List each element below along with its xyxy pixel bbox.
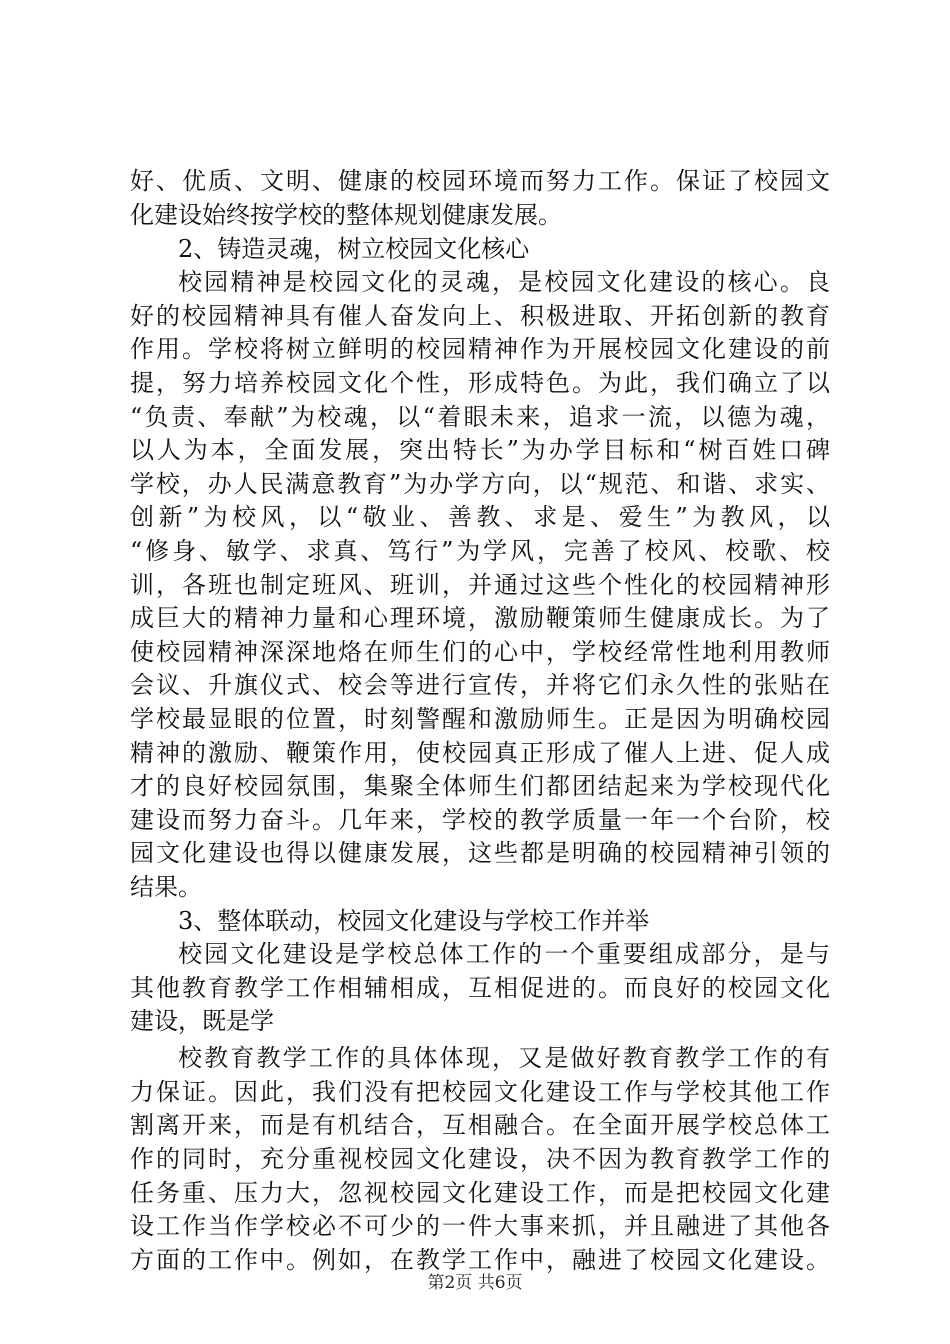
body-text-line: 提，努力培养校园文化个性，形成特色。为此，我们确立了以 <box>130 369 830 397</box>
body-text-line: 化建设始终按学校的整体规划健康发展。 <box>130 201 562 229</box>
page-number-footer: 第2页 共6页 <box>427 1273 523 1293</box>
body-text-line: 作的同时，充分重视校园文化建设，决不因为教育教学工作的 <box>130 1145 830 1173</box>
body-text-line: 校教育教学工作的具体体现，又是做好教育教学工作的有 <box>178 1044 830 1072</box>
body-text-line: 校园精神是校园文化的灵魂，是校园文化建设的核心。良 <box>178 268 830 296</box>
body-text-line: 力保证。因此，我们没有把校园文化建设工作与学校其他工作 <box>130 1078 830 1106</box>
body-text-line: 设工作当作学校必不可少的一件大事来抓，并且融进了其他各 <box>130 1212 830 1240</box>
section-heading: 3、整体联动，校园文化建设与学校工作并举 <box>178 907 650 935</box>
body-text-line: 成巨大的精神力量和心理环境，激励鞭策师生健康成长。为了 <box>130 604 830 632</box>
body-text-line: 创新”为校风，以“敬业、善教、求是、爱生”为教风，以 <box>130 503 830 531</box>
body-text-line: 训，各班也制定班风、班训，并通过这些个性化的校园精神形 <box>130 571 830 599</box>
body-text-line: 任务重、压力大，忽视校园文化建设工作，而是把校园文化建 <box>130 1179 830 1207</box>
body-text-line: 作用。学校将树立鲜明的校园精神作为开展校园文化建设的前 <box>130 335 830 363</box>
body-text-line: 好的校园精神具有催人奋发向上、积极进取、开拓创新的教育 <box>130 302 830 330</box>
body-text-line: 建设，既是学 <box>130 1007 274 1035</box>
body-text-line: 校园文化建设是学校总体工作的一个重要组成部分，是与 <box>178 940 830 968</box>
body-text-line: 以人为本，全面发展，突出特长”为办学目标和“树百姓口碑 <box>130 436 830 464</box>
body-text-line: 学校最显眼的位置，时刻警醒和激励师生。正是因为明确校园 <box>130 705 830 733</box>
body-text-line: “负责、奉献”为校魂，以“着眼未来，追求一流，以德为魂， <box>130 403 830 431</box>
body-text-line: 结果。 <box>130 873 202 901</box>
body-text-line: 其他教育教学工作相辅相成，互相促进的。而良好的校园文化 <box>130 974 830 1002</box>
body-text-line: “修身、敏学、求真、笃行”为学风，完善了校风、校歌、校 <box>130 537 830 565</box>
body-text-line: 会议、升旗仪式、校会等进行宣传，并将它们永久性的张贴在 <box>130 671 830 699</box>
body-text-line: 割离开来，而是有机结合，互相融合。在全面开展学校总体工 <box>130 1111 830 1139</box>
body-text-line: 建设而努力奋斗。几年来，学校的教学质量一年一个台阶，校 <box>130 806 830 834</box>
body-text-line: 精神的激励、鞭策作用，使校园真正形成了催人上进、促人成 <box>130 739 830 767</box>
body-text-line: 学校，办人民满意教育”为办学方向，以“规范、和谐、求实、 <box>130 470 830 498</box>
body-text-line: 园文化建设也得以健康发展，这些都是明确的校园精神引领的 <box>130 839 830 867</box>
body-text-line: 使校园精神深深地烙在师生们的心中，学校经常性地利用教师 <box>130 638 830 666</box>
body-text-line: 好、优质、文明、健康的校园环境而努力工作。保证了校园文 <box>130 167 830 195</box>
body-text-line: 方面的工作中。例如，在教学工作中，融进了校园文化建设。 <box>130 1246 830 1274</box>
body-text-line: 才的良好校园氛围，集聚全体师生们都团结起来为学校现代化 <box>130 772 830 800</box>
section-heading: 2、铸造灵魂，树立校园文化核心 <box>178 235 530 263</box>
